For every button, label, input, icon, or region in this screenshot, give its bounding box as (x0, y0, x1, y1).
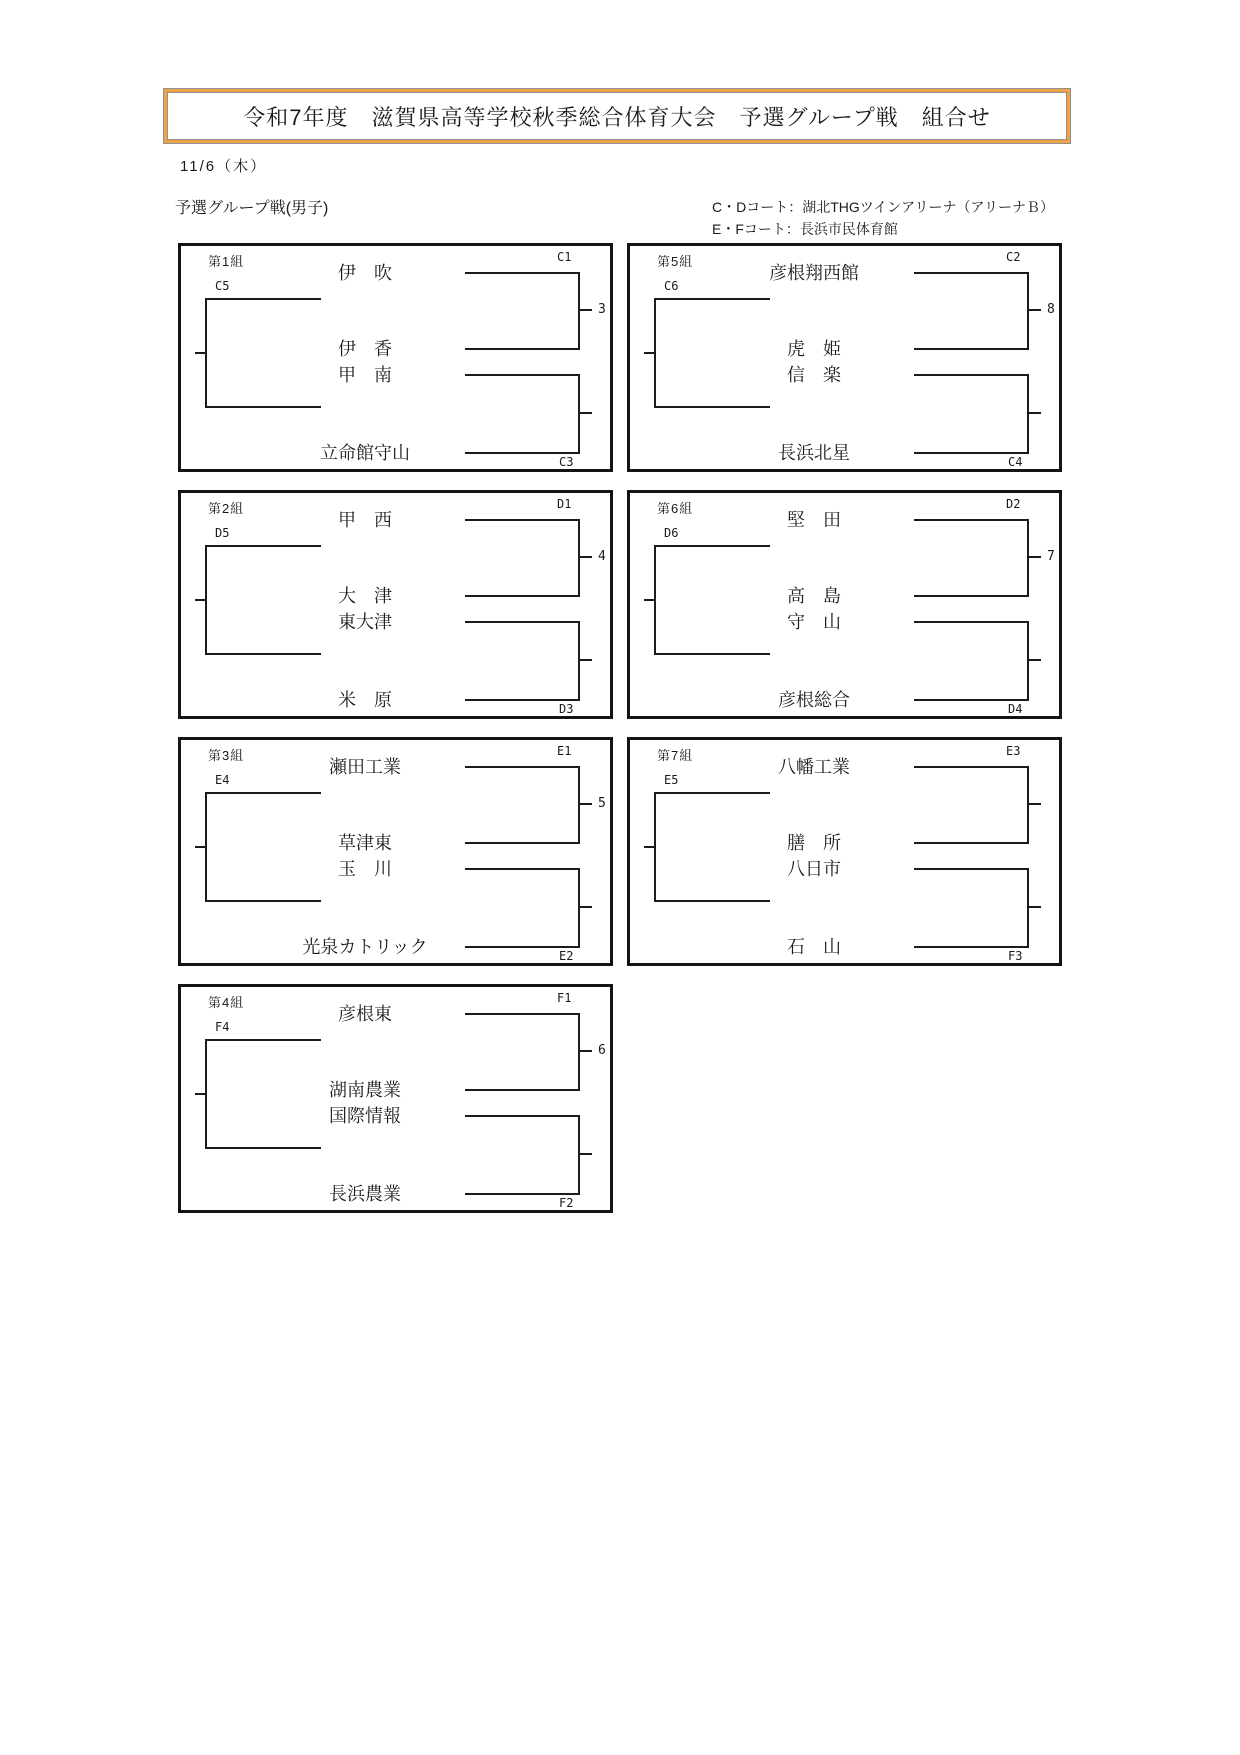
bracket-line (205, 406, 321, 408)
bracket-line (578, 1115, 580, 1195)
team-name: 長浜北星 (778, 443, 850, 463)
bracket-tick (1029, 659, 1041, 661)
match-label-top: E3 (1006, 744, 1021, 758)
team-name: 大 津 (338, 586, 392, 606)
match-label-bottom: D3 (559, 702, 574, 716)
bracket-tick (580, 1050, 592, 1052)
bracket-line (578, 374, 580, 454)
team-line (914, 348, 1029, 350)
group-box-4 (178, 984, 613, 1213)
team-name: 八幡工業 (778, 757, 850, 777)
group-title: 第4組 (208, 995, 245, 1010)
bracket-line (1027, 374, 1029, 454)
team-name: 立命館守山 (320, 443, 410, 463)
bracket-line (654, 298, 656, 408)
event-date: 11/6（木） (180, 158, 268, 175)
bracket-line (205, 1039, 207, 1149)
team-line (914, 946, 1029, 948)
team-line (465, 699, 580, 701)
bracket-line (654, 545, 770, 547)
bracket-tick (1029, 412, 1041, 414)
team-line (465, 621, 580, 623)
advance-number: 7 (1047, 549, 1055, 564)
venue-line-ef: E・Fコート：長浜市民体育館 (712, 221, 898, 237)
bracket-tick (580, 906, 592, 908)
team-name: 石 山 (787, 937, 841, 957)
group-title: 第2組 (208, 501, 245, 516)
team-name: 彦根総合 (778, 690, 850, 710)
team-line (914, 452, 1029, 454)
team-name: 湖南農業 (329, 1080, 401, 1100)
consolation-match-label: D6 (664, 526, 679, 540)
team-line (465, 766, 580, 768)
bracket-line (578, 1013, 580, 1091)
consolation-match-label: E4 (215, 773, 230, 787)
team-line (914, 699, 1029, 701)
bracket-line (578, 766, 580, 844)
team-name: 甲 南 (338, 365, 392, 385)
bracket-tick (644, 846, 654, 848)
group-title: 第1組 (208, 254, 245, 269)
page-title: 令和7年度 滋賀県高等学校秋季総合体育大会 予選グループ戦 組合せ (243, 104, 991, 130)
venue-line-cd: C・Dコート：湖北THGツインアリーナ（アリーナＢ） (712, 199, 1054, 215)
title-banner (163, 88, 1071, 144)
bracket-tick (580, 659, 592, 661)
bracket-tick (1029, 803, 1041, 805)
team-line (914, 766, 1029, 768)
bracket-tick (195, 846, 205, 848)
team-line (465, 868, 580, 870)
match-label-top: D2 (1006, 497, 1021, 511)
team-name: 米 原 (338, 690, 392, 710)
team-line (465, 374, 580, 376)
team-line (465, 946, 580, 948)
team-name: 東大津 (338, 612, 392, 632)
bracket-tick (195, 1093, 205, 1095)
team-line (914, 272, 1029, 274)
advance-number: 3 (598, 302, 606, 317)
bracket-line (578, 621, 580, 701)
match-label-top: D1 (557, 497, 572, 511)
match-label-top: C1 (557, 250, 572, 264)
match-label-bottom: D4 (1008, 702, 1023, 716)
bracket-tick (580, 1153, 592, 1155)
team-name: 伊 香 (338, 339, 392, 359)
bracket-line (205, 792, 321, 794)
bracket-tick (1029, 556, 1041, 558)
advance-number: 6 (598, 1043, 606, 1058)
team-line (465, 272, 580, 274)
match-label-top: C2 (1006, 250, 1021, 264)
bracket-line (654, 406, 770, 408)
team-name: 信 楽 (787, 365, 841, 385)
team-line (465, 452, 580, 454)
bracket-line (654, 792, 770, 794)
team-line (465, 842, 580, 844)
bracket-line (578, 519, 580, 597)
bracket-line (205, 900, 321, 902)
bracket-line (205, 298, 207, 408)
group-box-3 (178, 737, 613, 966)
team-name: 伊 吹 (338, 263, 392, 283)
team-line (465, 595, 580, 597)
bracket-tick (1029, 906, 1041, 908)
team-line (914, 519, 1029, 521)
team-name: 守 山 (787, 612, 841, 632)
match-label-top: F1 (557, 991, 572, 1005)
bracket-line (654, 792, 656, 902)
team-line (914, 595, 1029, 597)
bracket-line (205, 653, 321, 655)
bracket-tick (580, 412, 592, 414)
bracket-line (205, 545, 207, 655)
team-name: 彦根翔西館 (769, 263, 859, 283)
bracket-section-title: 予選グループ戦(男子) (175, 200, 329, 217)
bracket-tick (580, 309, 592, 311)
bracket-line (1027, 868, 1029, 948)
team-name: 八日市 (787, 859, 841, 879)
bracket-line (205, 1147, 321, 1149)
team-name: 国際情報 (329, 1106, 401, 1126)
team-line (914, 374, 1029, 376)
group-title: 第7組 (657, 748, 694, 763)
bracket-line (1027, 272, 1029, 350)
bracket-line (1027, 621, 1029, 701)
bracket-line (654, 900, 770, 902)
team-line (914, 868, 1029, 870)
consolation-match-label: D5 (215, 526, 230, 540)
team-line (465, 1193, 580, 1195)
group-box-1 (178, 243, 613, 472)
group-title: 第5組 (657, 254, 694, 269)
consolation-match-label: C5 (215, 279, 230, 293)
bracket-tick (1029, 309, 1041, 311)
bracket-line (1027, 766, 1029, 844)
bracket-line (654, 298, 770, 300)
bracket-line (578, 868, 580, 948)
consolation-match-label: C6 (664, 279, 679, 293)
bracket-line (205, 545, 321, 547)
bracket-line (205, 1039, 321, 1041)
group-box-6 (627, 490, 1062, 719)
team-name: 彦根東 (338, 1004, 392, 1024)
bracket-line (578, 272, 580, 350)
bracket-line (654, 545, 656, 655)
team-name: 光泉カトリック (302, 937, 428, 957)
advance-number: 5 (598, 796, 606, 811)
advance-number: 8 (1047, 302, 1055, 317)
match-label-bottom: C3 (559, 455, 574, 469)
title-banner-inner (167, 92, 1067, 140)
team-name: 瀬田工業 (329, 757, 401, 777)
bracket-line (205, 298, 321, 300)
match-label-bottom: E2 (559, 949, 574, 963)
team-line (465, 1115, 580, 1117)
team-name: 虎 姫 (787, 339, 841, 359)
venue-info (712, 196, 1054, 240)
advance-number: 4 (598, 549, 606, 564)
match-label-top: E1 (557, 744, 572, 758)
team-name: 甲 西 (338, 510, 392, 530)
group-box-7 (627, 737, 1062, 966)
match-label-bottom: C4 (1008, 455, 1023, 469)
group-box-5 (627, 243, 1062, 472)
bracket-line (205, 792, 207, 902)
team-name: 草津東 (338, 833, 392, 853)
bracket-tick (580, 803, 592, 805)
group-box-2 (178, 490, 613, 719)
match-label-bottom: F2 (559, 1196, 574, 1210)
bracket-line (654, 653, 770, 655)
bracket-tick (195, 352, 205, 354)
bracket-line (1027, 519, 1029, 597)
consolation-match-label: E5 (664, 773, 679, 787)
team-name: 玉 川 (338, 859, 392, 879)
bracket-tick (644, 599, 654, 601)
team-name: 長浜農業 (329, 1184, 401, 1204)
match-label-bottom: F3 (1008, 949, 1023, 963)
team-line (914, 621, 1029, 623)
group-title: 第6組 (657, 501, 694, 516)
team-line (465, 519, 580, 521)
bracket-tick (195, 599, 205, 601)
team-line (914, 842, 1029, 844)
bracket-tick (580, 556, 592, 558)
team-line (465, 1089, 580, 1091)
consolation-match-label: F4 (215, 1020, 230, 1034)
team-line (465, 1013, 580, 1015)
team-name: 膳 所 (787, 833, 841, 853)
group-title: 第3組 (208, 748, 245, 763)
team-name: 高 島 (787, 586, 841, 606)
team-line (465, 348, 580, 350)
team-name: 堅 田 (787, 510, 841, 530)
bracket-tick (644, 352, 654, 354)
